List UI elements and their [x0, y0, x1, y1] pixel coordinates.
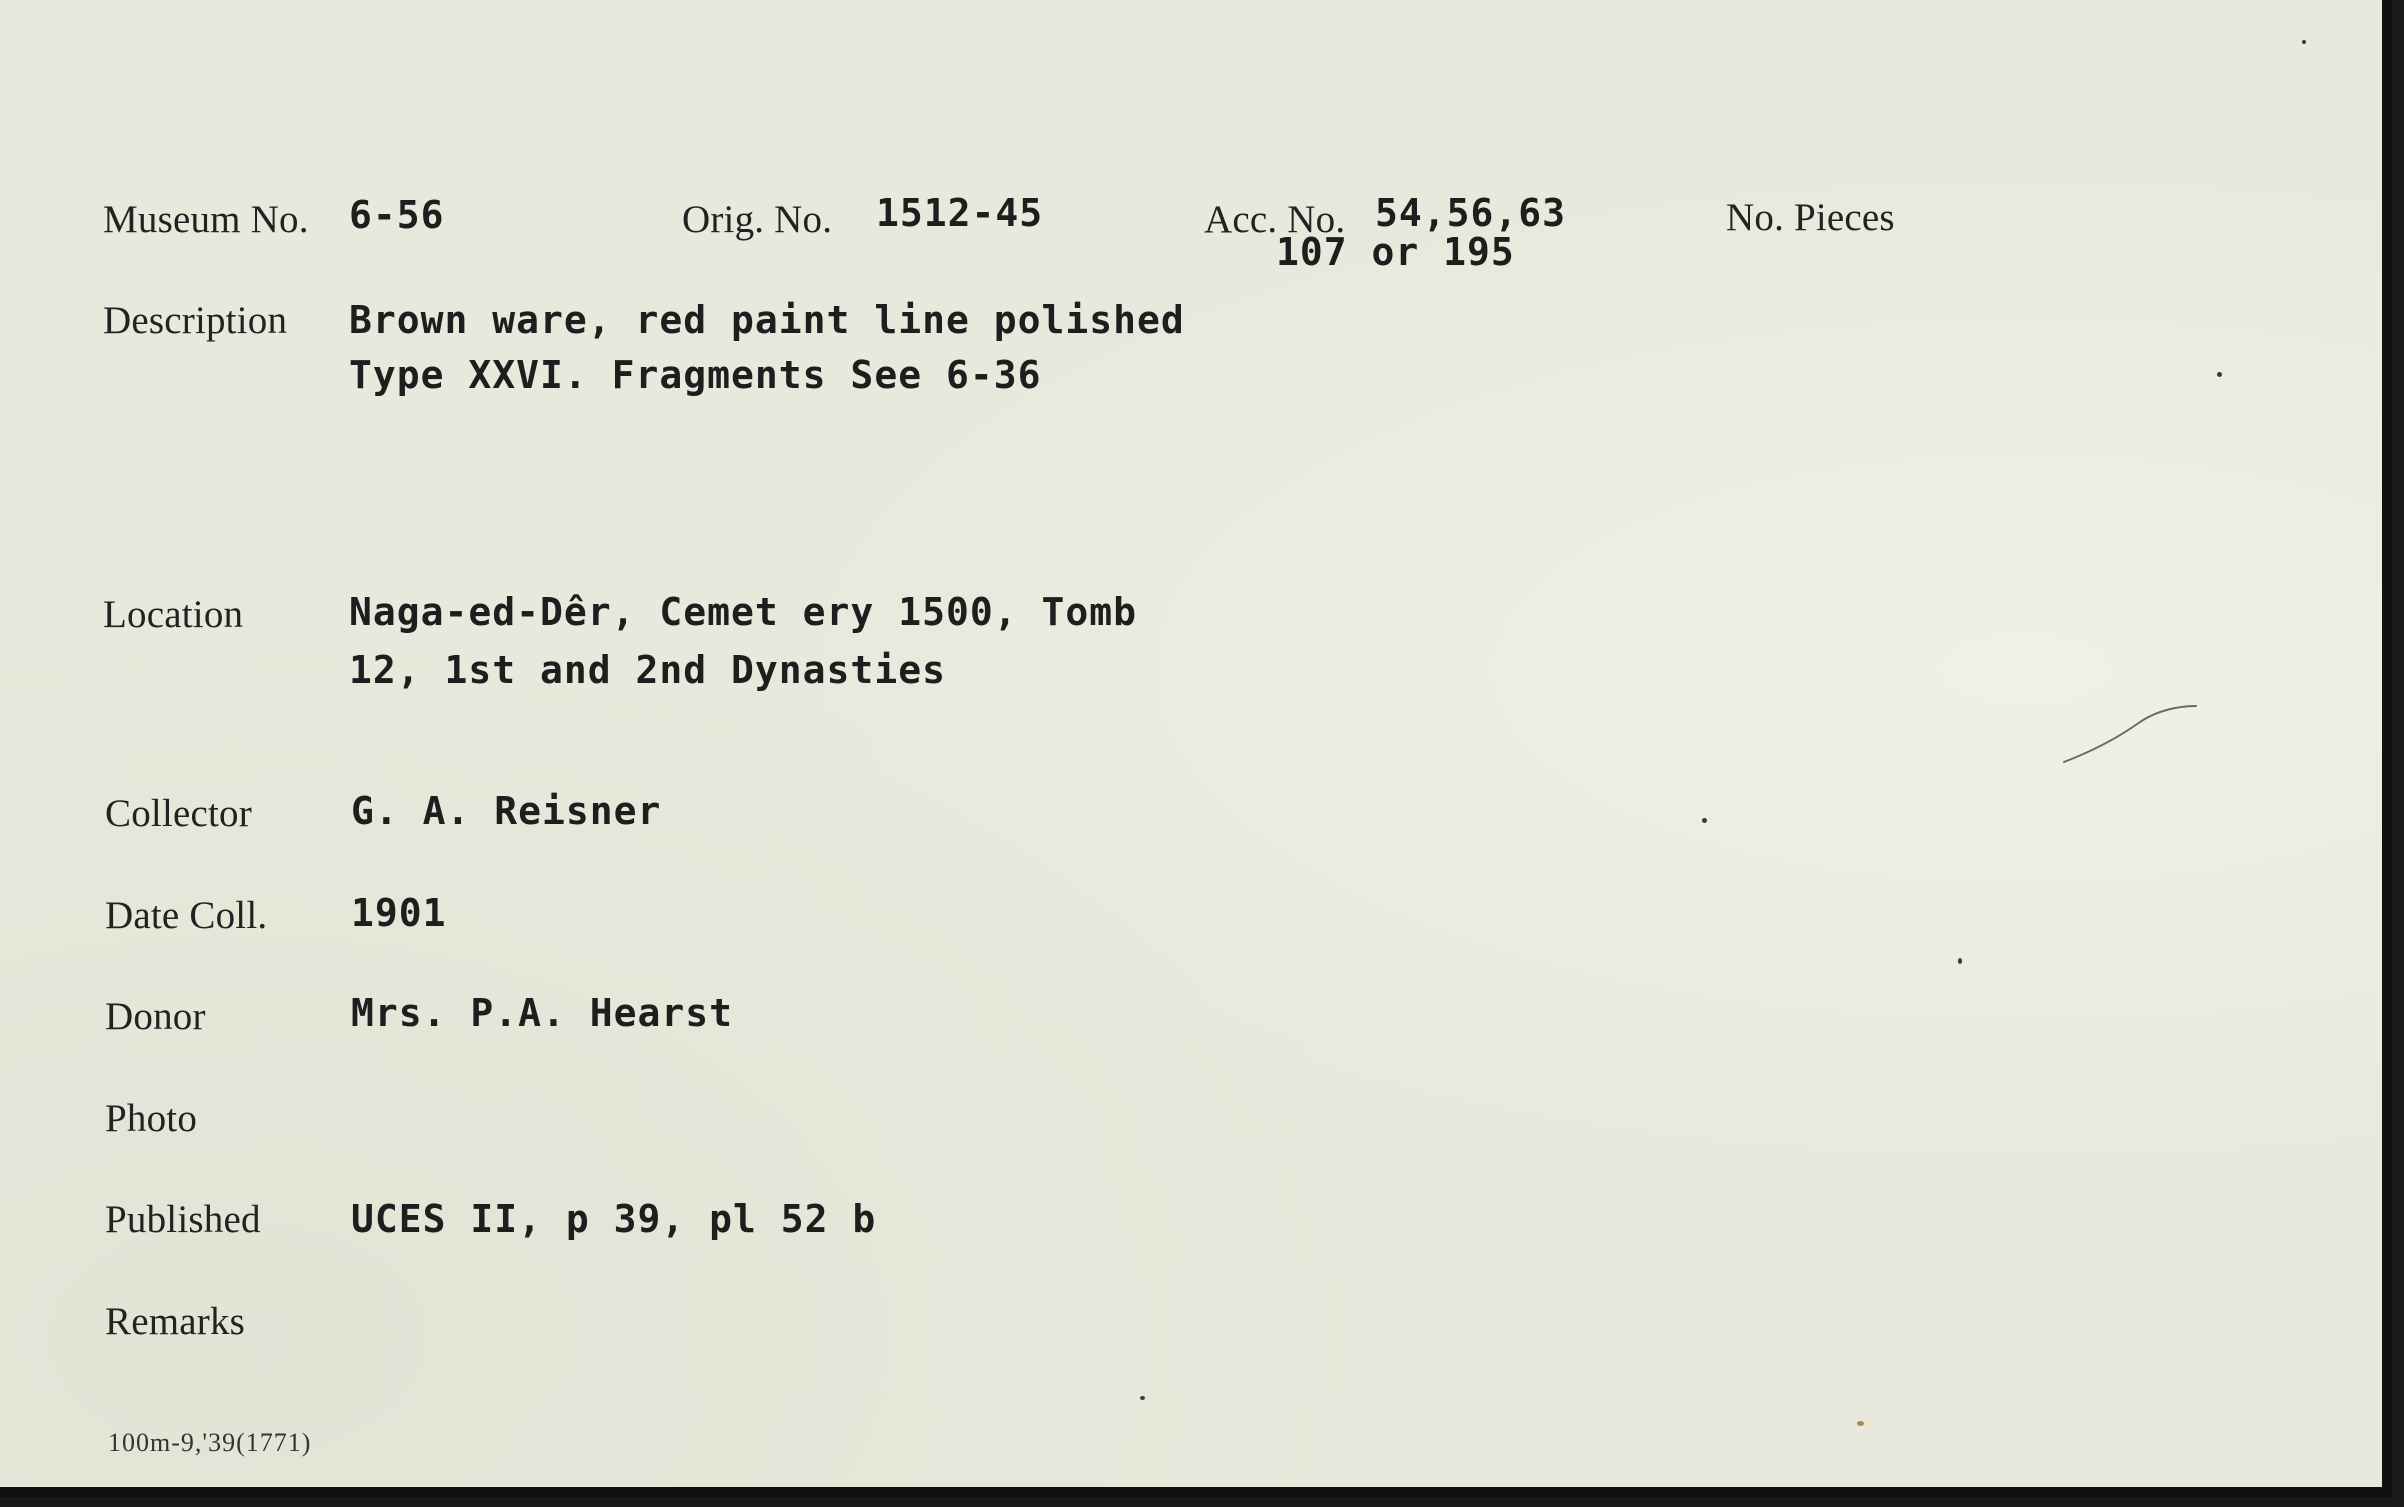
acc-no-value-line1: 54,56,63	[1375, 191, 1567, 235]
paper-speck	[1140, 1396, 1145, 1400]
pencil-mark	[2060, 700, 2200, 770]
date-coll-value: 1901	[351, 891, 447, 935]
paper-speck	[2217, 372, 2222, 377]
description-line1: Brown ware, red paint line polished	[349, 298, 1185, 342]
location-line2: 12, 1st and 2nd Dynasties	[349, 648, 946, 692]
paper-speck	[2302, 40, 2306, 44]
location-line1: Naga-ed-Dêr, Cemet ery 1500, Tomb	[349, 590, 1137, 634]
paper-speck	[1958, 958, 1962, 964]
acc-no-value-line2: 107 or 195	[1276, 230, 1515, 274]
published-value: UCES II, p 39, pl 52 b	[351, 1197, 877, 1241]
no-pieces-label: No. Pieces	[1726, 196, 1895, 239]
donor-label: Donor	[105, 995, 206, 1038]
donor-value: Mrs. P.A. Hearst	[351, 991, 734, 1035]
paper-speck	[1702, 818, 1707, 823]
acc-no-label: Acc. No.	[1204, 198, 1346, 241]
museum-no-value: 6-56	[349, 193, 445, 237]
remarks-label: Remarks	[105, 1300, 246, 1343]
collector-value: G. A. Reisner	[351, 789, 662, 833]
museum-no-label: Museum No.	[103, 198, 309, 241]
photo-label: Photo	[105, 1097, 198, 1140]
date-coll-label: Date Coll.	[105, 894, 268, 937]
paper-speck	[1857, 1421, 1864, 1426]
orig-no-label: Orig. No.	[682, 198, 833, 241]
location-label: Location	[103, 593, 244, 636]
orig-no-value: 1512-45	[876, 191, 1044, 235]
footer-print-code: 100m-9,'39(1771)	[108, 1428, 312, 1457]
published-label: Published	[105, 1198, 261, 1241]
collector-label: Collector	[105, 792, 252, 835]
description-line2: Type XXVI. Fragments See 6-36	[349, 353, 1042, 397]
description-label: Description	[103, 299, 288, 342]
